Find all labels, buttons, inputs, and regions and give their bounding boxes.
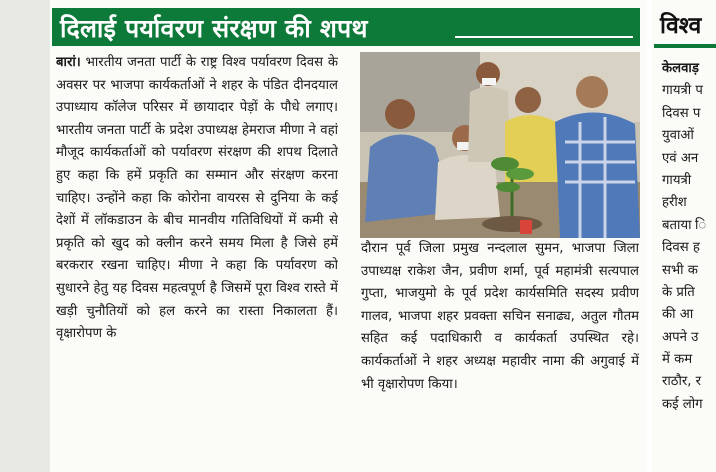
side-line: बताया ि	[662, 217, 707, 233]
column-separator	[646, 0, 652, 472]
side-line: सभी क	[662, 262, 698, 278]
side-line: राठौर, र	[662, 374, 702, 390]
tree-planting-photo	[360, 52, 640, 238]
side-line: गायत्री प	[662, 83, 703, 99]
side-line: एवं अन	[662, 150, 699, 166]
side-line: हरीश	[662, 195, 687, 211]
adjacent-article-text	[662, 58, 716, 416]
article-column-1	[56, 52, 338, 468]
side-line: दिवस ह	[662, 240, 700, 256]
news-photo	[360, 52, 640, 238]
headline: दिलाई पर्यावरण संरक्षण की शपथ	[60, 14, 368, 43]
side-line: अपने उ	[662, 329, 699, 345]
side-line: दिवस प	[662, 105, 701, 121]
adjacent-headline: विश्व	[660, 13, 702, 39]
side-line: कई लोग	[662, 396, 703, 412]
side-line: की आ	[662, 307, 694, 323]
side-line: में कम	[662, 352, 693, 368]
article-text-1: भारतीय जनता पार्टी के राष्ट्र विश्व पर्यावरण दिवस के अवसर पर भाजपा कार्यकर्ताओं ने शहर के पंडित दीनदयाल उपाध्याय कॉलेज परिसर में छायादार पेड़ों के पौधे लगाए। भारतीय जनता पार्टी के प्रदेश उपाध्यक्ष हेमराज मीणा ने वहां मौजूद कार्यकर्ताओं को पर्यावरण संरक्षण की शपथ दिलाते हुए कहा कि हमें प्रकृति का सम्मान और संरक्षण करना चाहिए। उन्होंने कहा कि कोरोना वायरस से दुनिया के कई देशों में लॉकडाउन के बीच मानवीय गतिविधियों में कमी से प्रकृति को खुद को क्लीन करने समय मिला है जिसे हमें बरकरार रखना चाहिए। मीणा ने कहा कि पर्यावरण को सुधारने हेतु यह दिवस महत्वपूर्ण है जिसमें पूरा विश्व रास्ते में खड़ी चुनौतियों को हल करने का रास्ता निकालता हैं। वृक्षारोपण के	[56, 55, 338, 342]
side-line: युवाओं	[662, 128, 694, 144]
left-gutter	[0, 0, 50, 472]
headline-rule	[455, 36, 633, 38]
adjacent-headline-rule	[654, 44, 716, 48]
side-line: के प्रति	[662, 284, 695, 300]
dateline: बारां।	[56, 55, 81, 70]
article-column-2: दौरान पूर्व जिला प्रमुख नन्दलाल सुमन, भाजपा जिला उपाध्यक्ष राकेश जैन, प्रवीण शर्मा, पूर्व महामंत्री सत्यपाल गुप्ता, भाजयुमो के पूर्व प्रदेश कार्यसमिति सदस्य प्रवीण गालव, भाजपा शहर प्रवक्ता सचिन सनाढ्य, अतुल गौतम सहित कई पदाधिकारी व कार्यकर्ता उपस्थित रहे। कार्यकर्ताओं ने शहर अध्यक्ष महावीर नामा की अगुवाई में भी वृक्षारोपण किया।	[361, 241, 639, 392]
adjacent-article	[654, 0, 716, 472]
side-line: केलवाड़	[662, 61, 699, 76]
side-line: गायत्री	[662, 172, 692, 188]
